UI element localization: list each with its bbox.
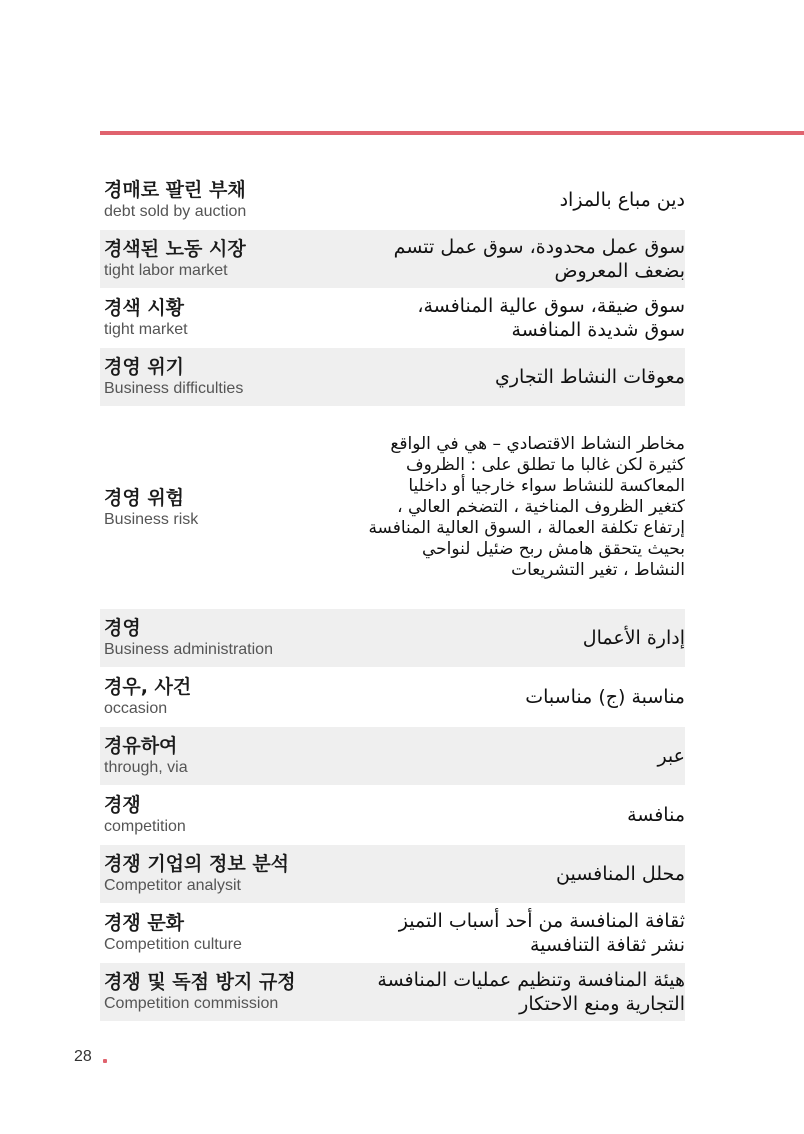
korean-term: 경색 시황 bbox=[104, 297, 185, 319]
term-cell bbox=[104, 296, 188, 340]
term-cell bbox=[104, 852, 289, 896]
english-term: tight market bbox=[104, 321, 188, 338]
term-cell bbox=[104, 911, 242, 955]
english-term: Business risk bbox=[104, 510, 199, 528]
term-cell bbox=[104, 237, 246, 281]
english-term: Competition culture bbox=[104, 936, 242, 953]
english-term: Competition commission bbox=[104, 995, 279, 1012]
english-term: Business administration bbox=[104, 641, 273, 658]
arabic-definition: ثقافة المنافسة من أحد أسباب التميز نشر ثقافة التنافسية bbox=[398, 910, 685, 956]
table-row bbox=[100, 786, 685, 845]
arabic-definition: دين مباع بالمزاد bbox=[559, 189, 685, 211]
accent-dot bbox=[103, 1059, 107, 1063]
english-term: debt sold by auction bbox=[104, 203, 247, 220]
term-cell bbox=[104, 734, 188, 778]
table-row bbox=[100, 407, 685, 609]
english-term: tight labor market bbox=[104, 262, 228, 279]
arabic-definition: منافسة bbox=[627, 804, 685, 826]
table-row bbox=[100, 668, 685, 727]
table-row bbox=[100, 289, 685, 348]
page-footer bbox=[74, 1046, 107, 1068]
term-cell bbox=[104, 486, 198, 530]
korean-term: 경매로 팔린 부채 bbox=[104, 179, 246, 201]
english-term: through, via bbox=[104, 759, 188, 776]
korean-term: 경쟁 기업의 정보 분석 bbox=[104, 853, 290, 875]
table-row bbox=[100, 904, 685, 963]
table-row bbox=[100, 727, 685, 786]
english-term: Competitor analysit bbox=[104, 877, 241, 894]
english-term: Business difficulties bbox=[104, 380, 244, 397]
korean-term: 경우, 사건 bbox=[104, 676, 192, 698]
glossary-table bbox=[100, 171, 685, 1022]
table-row bbox=[100, 845, 685, 904]
term-cell bbox=[104, 616, 273, 660]
table-row bbox=[100, 609, 685, 668]
arabic-definition: عبر bbox=[657, 745, 685, 767]
korean-term: 경영 bbox=[104, 617, 141, 639]
arabic-definition: محلل المنافسين bbox=[556, 863, 685, 885]
arabic-definition: مخاطر النشاط الاقتصادي – هي في الواقع كثيرة لكن غالبا ما تطلق على : الظروف المعاكسة للنشاط سواء خارجيا أو داخليا كتغير الظروف المناخية ، التضخم العالي ، إرتفاع تكلفة العمالة ، السوق العالية المنافسة بحيث يتحقق هامش ربح ضئيل لنواحي النشاط ، تغير التشريعات bbox=[368, 434, 685, 580]
arabic-definition: هيئة المنافسة وتنظيم عمليات المنافسة التجارية ومنع الاحتكار bbox=[377, 969, 685, 1015]
korean-term: 경영 위기 bbox=[104, 356, 185, 378]
term-cell bbox=[104, 675, 191, 719]
table-row bbox=[100, 230, 685, 289]
term-cell bbox=[104, 178, 246, 222]
korean-term: 경쟁 문화 bbox=[104, 912, 185, 934]
arabic-definition: معوقات النشاط التجاري bbox=[494, 366, 685, 388]
table-row bbox=[100, 171, 685, 230]
table-row bbox=[100, 963, 685, 1022]
korean-term: 경영 위험 bbox=[104, 486, 185, 509]
arabic-definition: إدارة الأعمال bbox=[582, 627, 685, 649]
arabic-definition: سوق عمل محدودة، سوق عمل تتسم بضعف المعروض bbox=[393, 236, 685, 282]
page-number: 28 bbox=[74, 1048, 92, 1065]
korean-term: 경유하여 bbox=[104, 735, 178, 757]
korean-term: 경쟁 및 독점 방지 규정 bbox=[104, 971, 296, 993]
english-term: occasion bbox=[104, 700, 168, 717]
korean-term: 경쟁 bbox=[104, 794, 141, 816]
table-row bbox=[100, 348, 685, 407]
term-cell bbox=[104, 970, 296, 1014]
arabic-definition: مناسبة (ج) مناسبات bbox=[525, 686, 685, 708]
top-accent-rule bbox=[100, 131, 804, 135]
arabic-definition: سوق ضيقة، سوق عالية المنافسة، سوق شديدة المنافسة bbox=[417, 295, 685, 341]
term-cell bbox=[104, 355, 243, 399]
korean-term: 경색된 노동 시장 bbox=[104, 238, 246, 260]
english-term: competition bbox=[104, 818, 186, 835]
term-cell bbox=[104, 793, 186, 837]
